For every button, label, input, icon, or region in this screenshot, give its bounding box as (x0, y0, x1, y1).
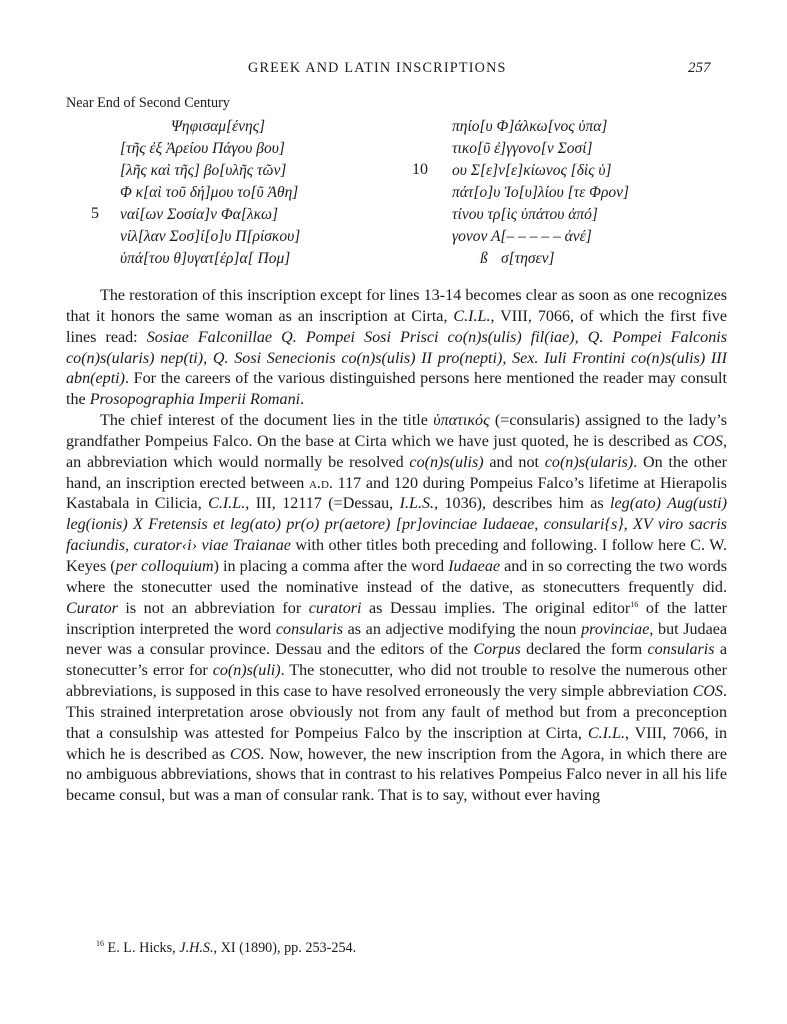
inscription-line: πάτ[ο]υ Ἰο[υ]λίου [τε Φρον] (452, 184, 630, 201)
text-run: 117 and 120 during Pompeius Falco’s lifetime at Hierapolis Kastabala in Cilicia, (66, 474, 727, 513)
paragraph-interest (66, 411, 727, 807)
latin-term: provinciae (581, 620, 650, 638)
text-run: as an adjective modifying the noun (342, 620, 582, 638)
footnote-author: E. L. Hicks, (104, 940, 180, 956)
inscription-line: τικο[ῦ ἐ]γγονο[ν Σοσί] (452, 140, 593, 157)
latin-term: Iudaeae (448, 557, 501, 575)
latin-term: per colloquium (115, 557, 214, 575)
text-run: . The stonecutter, who did not trouble to resolve the numerous other abbreviations, is supposed in this case to have resolved erroneously the very simple abbreviation (66, 662, 727, 701)
text-run: . This strained interpretation arose obviously not from any fault of method but from a preconception that a consulship was attested for Pompeius Falco by the inscription at Cirta, (66, 683, 727, 742)
citation: C.I.L. (453, 307, 491, 325)
latin-term: co(n)s(ularis) (544, 453, 634, 471)
text-run: , an abbreviation which would normally be resolved (66, 432, 727, 471)
text-run: ) in placing a comma after the word (213, 557, 449, 575)
latin-term: consularis (647, 641, 715, 659)
text-run: , but Judaea never was a consular province. Dessau and the editors of the (66, 620, 728, 659)
citation: C.I.L. (208, 495, 246, 513)
text-run: with other titles both preceding and following. I follow here C. W. Keyes ( (66, 537, 727, 575)
text-run: is not an abbreviation for (117, 599, 309, 617)
text-run: as Dessau implies. The original editor (361, 599, 631, 617)
abbreviation: COS (692, 432, 723, 450)
text-run: declared the form (520, 641, 648, 659)
latin-term: co(n)s(ulis) (409, 453, 484, 471)
running-title: GREEK AND LATIN INSCRIPTIONS (248, 60, 507, 76)
paragraph-restoration (66, 286, 727, 411)
inscription-line: πηίο[υ Φ]άλκω[νος ὑπα] (452, 118, 608, 135)
inscription-line: νίλ[λαν Σοσ]ί[ο]υ Π[ρίσκου] (120, 228, 301, 245)
page-number: 257 (688, 60, 711, 76)
footnote-rest: , XI (1890), pp. 253-254. (213, 940, 357, 956)
inscription-line: [τῆς ἐξ Ἀρείου Πάγου βου] (120, 140, 285, 157)
inscription-line: σ[τησεν] (501, 250, 555, 267)
text-run: a stonecutter’s error for (66, 641, 727, 680)
abbreviation: COS (692, 683, 723, 701)
latin-term: co(n)s(uli) (212, 662, 281, 680)
latin-quote: leg(ato) Aug(usti) leg(ionis) X Fretensis et leg(ato) pr(o) pr(aetore) [pr]ovinciae Iudaeae, consulari{s}, XV viro sacris faciundis, curator‹i› viae Traianae (66, 495, 728, 555)
inscription-date: Near End of Second Century (66, 95, 230, 111)
citation: I.L.S. (399, 495, 435, 513)
line-number: 10 (412, 161, 428, 178)
footnote-ref[interactable]: 16 (630, 599, 639, 609)
inscription-line: γονον Α[– – – – – ἀνέ] (452, 228, 592, 245)
text-run: of the latter inscription interpreted the word (66, 599, 728, 638)
text-run: , VIII, 7066, of which the first five lines read: (66, 307, 727, 346)
latin-term: consularis (275, 620, 343, 638)
greek-term: ὑπατικός (433, 412, 490, 430)
inscription-line: Ψηφισαμ[ένης] (171, 118, 266, 135)
inscription-line: τίνου τρ[ὶς ὑπάτου ἀπό] (452, 206, 598, 223)
inscription-line: ναί[ων Σοσία]ν Φα[λκω] (120, 206, 278, 223)
inscription-line: [λῆς καὶ τῆς] βο[υλῆς τῶν] (120, 162, 287, 179)
text-run: . For the careers of the various distinguished persons here mentioned the reader may consult the (66, 370, 727, 409)
text-run: and in so correcting the two words where the stonecutter used the nominative instead of the dative, as stonecutters frequently did. (66, 557, 727, 596)
footnote (96, 940, 356, 957)
inscription-symbol: ß (480, 250, 488, 267)
inscription-line: ὑπά[του θ]υγατ[έρ]α[ Πομ] (120, 250, 291, 267)
text-run: , III, 12117 (=Dessau, (245, 495, 400, 513)
text-run: , VIII, 7066, in which he is described as (66, 724, 727, 763)
footnote-journal: J.H.S. (179, 940, 214, 956)
line-number: 5 (91, 205, 99, 222)
era-abbreviation: a.d. (308, 474, 333, 492)
latin-term: curatori (308, 599, 362, 617)
footnote-marker: 16 (96, 939, 104, 948)
abbreviation: COS (229, 745, 261, 763)
text-run: . (300, 391, 305, 409)
citation: C.I.L. (587, 724, 625, 742)
work-title: Prosopographia Imperii Romani (89, 391, 301, 409)
text-run: (=consularis) assigned to the lady’s grandfather Pompeius Falco. On the base at Cirta which we have just quoted, he is described as (66, 412, 727, 450)
inscription-line: Φ κ[αὶ τοῦ δή]μου το[ῦ Ἀθη] (120, 184, 299, 201)
text-run: The restoration of this inscription except for lines 13-14 becomes clear as soon as one recognizes that it honors the same woman as an inscription at Cirta, (66, 287, 727, 325)
body-text (66, 286, 727, 807)
text-run: . On the other hand, an inscription erected between (66, 453, 727, 492)
text-run: The chief interest of the document lies in the title (100, 412, 434, 430)
latin-quote: Sosiae Falconillae Q. Pompei Sosi Prisci co(n)s(ulis) fil(iae), Q. Pompei Falconis co(n)s(ularis) nep(ti), Q. Sosi Senecionis co(n)s(ulis) II pro(nepti), Sex. Iuli Frontini co(n)s(ulis) III abn(epti) (66, 328, 728, 388)
text-run: . Now, however, the new inscription from the Agora, in which there are no ambiguous abbreviations, shows that in contrast to his relatives Pompeius Falco never in all his life became consul, but was a man of consular rank. That is to say, without ever having (66, 745, 727, 805)
inscription-line: ου Σ[ε]ν[ε]κίωνος [δὶς ὑ] (452, 162, 612, 179)
text-run: and not (483, 453, 545, 471)
latin-term: Curator (66, 599, 118, 617)
text-run: , 1036), describes him as (434, 495, 611, 513)
work-title: Corpus (473, 641, 521, 659)
